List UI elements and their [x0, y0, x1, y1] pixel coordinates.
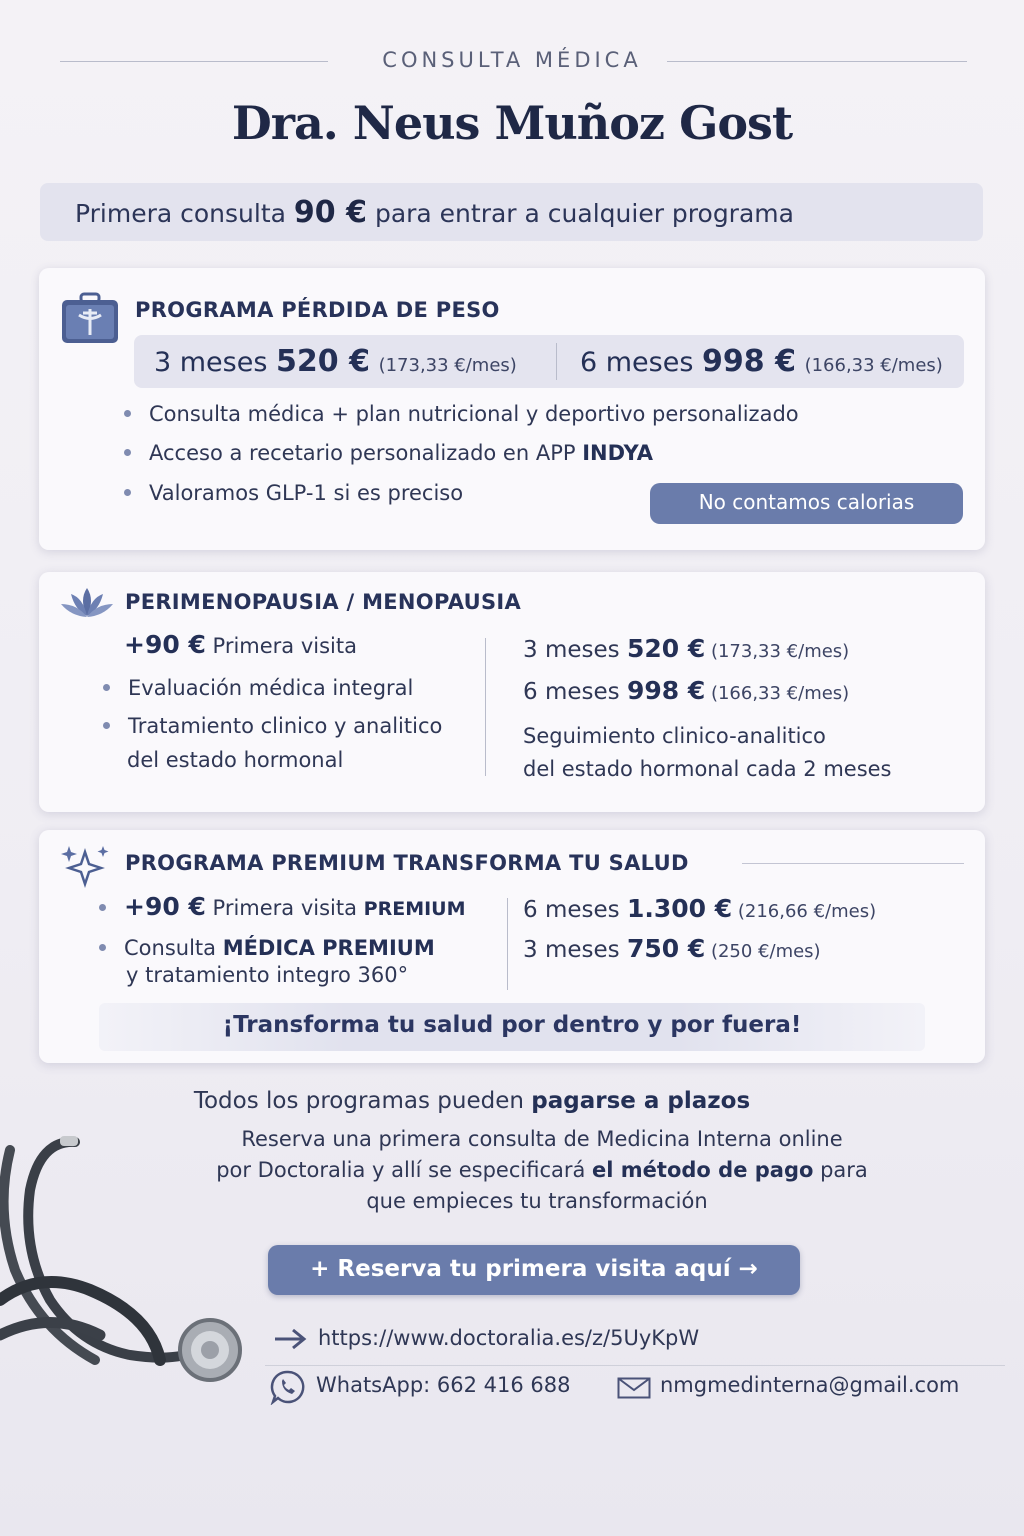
app-brand: INDYA — [582, 441, 653, 465]
price-divider — [556, 343, 557, 380]
info-line-1: Reserva una primera consulta de Medicina Interna online — [241, 1127, 843, 1151]
book-visit-button[interactable]: + Reserva tu primera visita aquí → — [268, 1245, 800, 1295]
weight-program-card — [39, 268, 985, 550]
mail-icon — [617, 1377, 651, 1399]
info-line-3: que empieces tu transformación — [366, 1189, 708, 1213]
premium-title-rule — [742, 863, 964, 864]
premium-divider — [507, 898, 508, 990]
weight-price-bar — [134, 335, 964, 388]
whatsapp-icon — [270, 1369, 306, 1405]
premium-program-card — [39, 830, 985, 1063]
menopause-option-3m: 3 meses 520 € (173,33 €/mes) — [523, 634, 850, 663]
info-line-2: por Doctoralia y allí se especificará el método de pago para — [216, 1158, 868, 1182]
weight-option1-monthly: (173,33 €/mes) — [378, 355, 517, 376]
menopause-bullet-1: Evaluación médica integral — [103, 676, 413, 700]
premium-bullet-1: +90 € Primera visita PREMIUM — [99, 892, 466, 921]
banner-pre: Primera consulta — [75, 199, 294, 228]
weight-option2-monthly: (166,33 €/mes) — [804, 355, 943, 376]
arrow-right-icon — [273, 1327, 307, 1351]
eyebrow: CONSULTA MÉDICA — [382, 48, 642, 72]
menopause-first-visit — [124, 630, 357, 659]
menopause-program-card — [39, 572, 985, 812]
lotus-icon — [57, 584, 117, 624]
stethoscope-image — [0, 1130, 260, 1410]
menopause-option-6m: 6 meses 998 € (166,33 €/mes) — [523, 676, 850, 705]
premium-program-title: PROGRAMA PREMIUM TRANSFORMA TU SALUD — [125, 851, 689, 875]
doctoralia-link[interactable]: https://www.doctoralia.es/z/5UyKpW — [318, 1326, 700, 1350]
whatsapp-number[interactable]: WhatsApp: 662 416 688 — [316, 1373, 571, 1397]
menopause-first-label: Primera visita — [205, 634, 357, 658]
banner-post: para entrar a cualquier programa — [367, 199, 794, 228]
installments-note: Todos los programas pueden pagarse a plazos — [193, 1088, 751, 1114]
premium-slogan: ¡Transforma tu salud por dentro y por fuera! — [99, 1003, 925, 1051]
menopause-program-title: PERIMENOPAUSIA / MENOPAUSIA — [125, 590, 522, 614]
first-visit-banner — [40, 183, 983, 241]
medical-briefcase-icon — [61, 292, 119, 344]
contact-rule — [265, 1365, 1005, 1366]
weight-bullet-1: Consulta médica + plan nutricional y deportivo personalizado — [124, 402, 799, 426]
sparkles-icon — [59, 844, 111, 890]
premium-option-3m: 3 meses 750 € (250 €/mes) — [523, 934, 821, 963]
weight-option1-label: 3 meses — [154, 347, 268, 378]
weight-bullet-2: Acceso a recetario personalizado en APP INDYA — [124, 441, 653, 465]
premium-option-6m: 6 meses 1.300 € (216,66 €/mes) — [523, 894, 877, 923]
premium-bullet-2: Consulta MÉDICA PREMIUM — [99, 936, 435, 960]
weight-option-6m — [580, 344, 943, 379]
weight-bullet-3: Valoramos GLP-1 si es preciso — [124, 481, 463, 505]
email-address[interactable]: nmgmedinterna@gmail.com — [660, 1373, 960, 1397]
menopause-followup-2: del estado hormonal cada 2 meses — [523, 757, 892, 781]
weight-option-3m — [154, 344, 517, 379]
menopause-bullet-2: Tratamiento clinico y analitico — [103, 714, 442, 738]
menopause-followup-1: Seguimiento clinico-analitico — [523, 724, 826, 748]
menopause-first-price: +90 € — [124, 630, 206, 659]
weight-program-title: PROGRAMA PÉRDIDA DE PESO — [135, 298, 500, 322]
weight-option1-price: 520 € — [276, 344, 370, 379]
menopause-divider — [485, 638, 486, 776]
premium-bullet-2-cont: y tratamiento integro 360° — [126, 963, 409, 987]
weight-option2-label: 6 meses — [580, 347, 694, 378]
banner-price: 90 € — [293, 195, 367, 230]
weight-option2-price: 998 € — [702, 344, 796, 379]
no-calories-tag: No contamos calorias — [650, 483, 963, 524]
menopause-bullet-2-cont: del estado hormonal — [127, 748, 344, 772]
page-title: Dra. Neus Muñoz Gost — [231, 96, 793, 150]
